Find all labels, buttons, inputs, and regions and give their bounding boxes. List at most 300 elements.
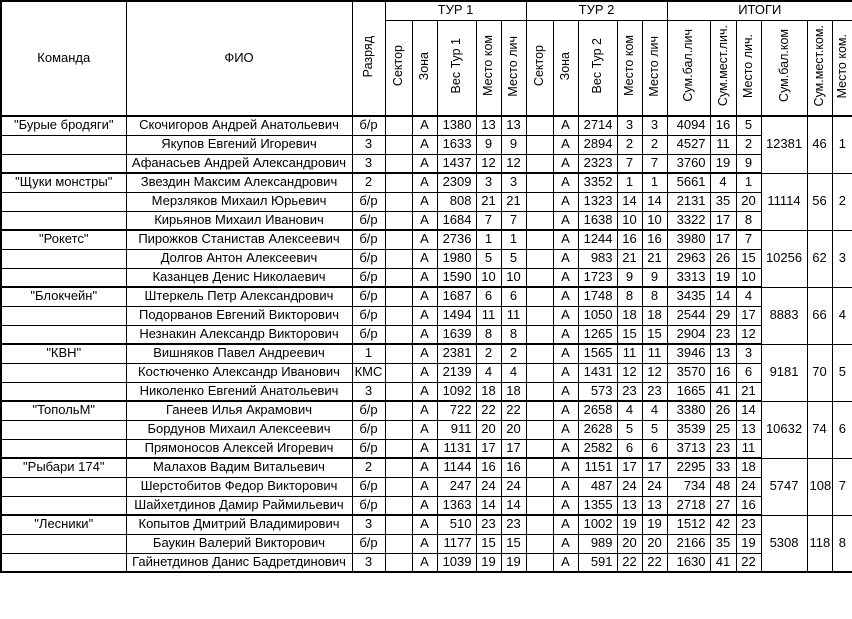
cell-fio: Штеркель Петр Александрович: [126, 287, 352, 306]
cell-t2-zone: А: [553, 192, 578, 211]
cell-team-sum-points: 12381: [761, 116, 807, 173]
cell-rank: б/р: [352, 496, 385, 515]
cell-sum-points-ind: 4094: [667, 116, 710, 135]
cell-t2-zone: А: [553, 268, 578, 287]
cell-t2-zone: А: [553, 458, 578, 477]
cell-team-name: [1, 477, 126, 496]
cell-t2-zone: А: [553, 344, 578, 363]
cell-t2-place-ind: 11: [642, 344, 667, 363]
cell-t1-zone: А: [412, 496, 437, 515]
cell-t1-place-ind: 17: [501, 439, 526, 458]
header-t1-place-team: Место ком: [476, 20, 501, 116]
cell-t2-place-ind: 21: [642, 249, 667, 268]
cell-sum-points-ind: 2904: [667, 325, 710, 344]
cell-rank: 3: [352, 154, 385, 173]
cell-t2-place-team: 2: [617, 135, 642, 154]
cell-t1-weight: 2139: [437, 363, 476, 382]
cell-t2-zone: А: [553, 420, 578, 439]
cell-t2-sector: [526, 230, 553, 249]
cell-t2-zone: А: [553, 211, 578, 230]
cell-rank: б/р: [352, 192, 385, 211]
table-row: [1, 496, 852, 515]
cell-rank: б/р: [352, 230, 385, 249]
cell-rank: КМС: [352, 363, 385, 382]
cell-team-sum-places: 56: [807, 173, 832, 230]
cell-team-name: "КВН": [1, 344, 126, 363]
cell-fio: Мерзляков Михаил Юрьевич: [126, 192, 352, 211]
cell-t2-weight: 573: [578, 382, 617, 401]
cell-t1-place-ind: 1: [501, 230, 526, 249]
cell-t1-place-team: 12: [476, 154, 501, 173]
cell-t1-place-ind: 23: [501, 515, 526, 534]
cell-t1-sector: [385, 192, 412, 211]
cell-place-ind: 9: [736, 154, 761, 173]
cell-team-name: "Лесники": [1, 515, 126, 534]
cell-t2-weight: 1355: [578, 496, 617, 515]
cell-t1-place-team: 16: [476, 458, 501, 477]
cell-fio: Николенко Евгений Анатольевич: [126, 382, 352, 401]
table-row: [1, 458, 852, 477]
cell-team-sum-points: 11114: [761, 173, 807, 230]
cell-place-ind: 8: [736, 211, 761, 230]
cell-team-name: [1, 439, 126, 458]
cell-t2-place-team: 3: [617, 116, 642, 135]
cell-t1-zone: А: [412, 154, 437, 173]
cell-t1-place-team: 22: [476, 401, 501, 420]
cell-t2-sector: [526, 458, 553, 477]
cell-t2-sector: [526, 154, 553, 173]
cell-t1-place-ind: 19: [501, 553, 526, 572]
cell-t1-weight: 2381: [437, 344, 476, 363]
cell-sum-places-ind: 48: [710, 477, 736, 496]
cell-t2-place-ind: 1: [642, 173, 667, 192]
cell-place-ind: 18: [736, 458, 761, 477]
cell-sum-places-ind: 27: [710, 496, 736, 515]
cell-sum-places-ind: 26: [710, 249, 736, 268]
cell-t1-place-team: 8: [476, 325, 501, 344]
header-sum-places-ind: Сум.мест.лич.: [710, 20, 736, 116]
cell-t2-zone: А: [553, 477, 578, 496]
cell-sum-points-ind: 3980: [667, 230, 710, 249]
cell-t2-zone: А: [553, 154, 578, 173]
header-group-tour1: ТУР 1: [385, 1, 526, 20]
cell-t2-place-ind: 12: [642, 363, 667, 382]
table-row: [1, 268, 852, 287]
cell-t2-place-team: 13: [617, 496, 642, 515]
cell-place-ind: 16: [736, 496, 761, 515]
cell-rank: 1: [352, 344, 385, 363]
cell-t1-sector: [385, 477, 412, 496]
cell-t2-sector: [526, 306, 553, 325]
cell-t1-place-ind: 24: [501, 477, 526, 496]
cell-team-name: [1, 325, 126, 344]
cell-sum-places-ind: 17: [710, 230, 736, 249]
cell-sum-points-ind: 3435: [667, 287, 710, 306]
cell-t2-place-ind: 20: [642, 534, 667, 553]
cell-t2-zone: А: [553, 401, 578, 420]
cell-fio: Долгов Антон Алексеевич: [126, 249, 352, 268]
cell-sum-points-ind: 1512: [667, 515, 710, 534]
table-row: [1, 363, 852, 382]
cell-rank: 2: [352, 458, 385, 477]
cell-sum-points-ind: 2295: [667, 458, 710, 477]
cell-fio: Звездин Максим Александрович: [126, 173, 352, 192]
cell-sum-places-ind: 23: [710, 325, 736, 344]
cell-rank: 3: [352, 135, 385, 154]
cell-t2-weight: 591: [578, 553, 617, 572]
cell-sum-points-ind: 2166: [667, 534, 710, 553]
cell-team-place: 1: [832, 116, 852, 173]
cell-t1-place-team: 5: [476, 249, 501, 268]
cell-t2-weight: 1431: [578, 363, 617, 382]
cell-rank: б/р: [352, 325, 385, 344]
cell-t1-place-team: 21: [476, 192, 501, 211]
cell-fio: Гайнетдинов Данис Бадретдинович: [126, 553, 352, 572]
cell-t1-place-team: 24: [476, 477, 501, 496]
cell-t1-sector: [385, 230, 412, 249]
cell-sum-points-ind: 2718: [667, 496, 710, 515]
cell-t2-zone: А: [553, 325, 578, 344]
cell-t2-place-team: 23: [617, 382, 642, 401]
cell-rank: б/р: [352, 287, 385, 306]
cell-t1-weight: 911: [437, 420, 476, 439]
header-t2-place-team: Место ком: [617, 20, 642, 116]
cell-t2-sector: [526, 325, 553, 344]
cell-rank: б/р: [352, 116, 385, 135]
cell-t2-place-team: 7: [617, 154, 642, 173]
cell-t2-place-team: 15: [617, 325, 642, 344]
table-row: [1, 420, 852, 439]
cell-t2-place-team: 19: [617, 515, 642, 534]
cell-t2-zone: А: [553, 534, 578, 553]
cell-t1-place-ind: 2: [501, 344, 526, 363]
cell-t1-zone: А: [412, 420, 437, 439]
table-row: [1, 230, 852, 249]
results-table-body: [1, 116, 852, 572]
cell-rank: 3: [352, 515, 385, 534]
cell-sum-points-ind: 1630: [667, 553, 710, 572]
cell-t1-sector: [385, 325, 412, 344]
header-t2-weight: Вес Тур 2: [578, 20, 617, 116]
cell-team-sum-points: 10256: [761, 230, 807, 287]
cell-t1-place-ind: 13: [501, 116, 526, 135]
header-group-row: [1, 1, 852, 20]
header-group-tour2: ТУР 2: [526, 1, 667, 20]
cell-sum-points-ind: 3570: [667, 363, 710, 382]
cell-t1-weight: 1380: [437, 116, 476, 135]
cell-t1-zone: А: [412, 192, 437, 211]
table-row: [1, 116, 852, 135]
cell-place-ind: 2: [736, 135, 761, 154]
cell-t1-place-team: 14: [476, 496, 501, 515]
cell-sum-places-ind: 41: [710, 382, 736, 401]
table-row: [1, 306, 852, 325]
cell-t1-weight: 510: [437, 515, 476, 534]
cell-sum-points-ind: 3946: [667, 344, 710, 363]
header-sum-points-ind: Сум.бал.лич: [667, 20, 710, 116]
cell-fio: Бордунов Михаил Алексеевич: [126, 420, 352, 439]
cell-t1-place-team: 1: [476, 230, 501, 249]
cell-t1-zone: А: [412, 344, 437, 363]
cell-place-ind: 13: [736, 420, 761, 439]
cell-rank: б/р: [352, 420, 385, 439]
header-place-ind: Место лич.: [736, 20, 761, 116]
cell-t2-place-team: 4: [617, 401, 642, 420]
cell-t2-weight: 989: [578, 534, 617, 553]
cell-t1-zone: А: [412, 363, 437, 382]
cell-sum-places-ind: 19: [710, 154, 736, 173]
cell-t1-sector: [385, 135, 412, 154]
cell-t2-place-ind: 3: [642, 116, 667, 135]
cell-t2-place-ind: 16: [642, 230, 667, 249]
cell-fio: Якупов Евгений Игоревич: [126, 135, 352, 154]
cell-t2-sector: [526, 401, 553, 420]
cell-t1-sector: [385, 401, 412, 420]
cell-t2-place-ind: 14: [642, 192, 667, 211]
cell-t1-zone: А: [412, 325, 437, 344]
cell-place-ind: 20: [736, 192, 761, 211]
cell-t1-sector: [385, 363, 412, 382]
cell-team-name: "Бурые бродяги": [1, 116, 126, 135]
cell-t1-zone: А: [412, 439, 437, 458]
cell-t2-zone: А: [553, 382, 578, 401]
cell-t2-place-ind: 23: [642, 382, 667, 401]
cell-place-ind: 19: [736, 534, 761, 553]
header-team: Команда: [1, 1, 126, 116]
cell-t1-place-ind: 16: [501, 458, 526, 477]
cell-sum-points-ind: 3760: [667, 154, 710, 173]
cell-t1-zone: А: [412, 173, 437, 192]
cell-t1-place-team: 7: [476, 211, 501, 230]
cell-place-ind: 10: [736, 268, 761, 287]
cell-place-ind: 23: [736, 515, 761, 534]
cell-t2-place-ind: 10: [642, 211, 667, 230]
cell-t2-sector: [526, 173, 553, 192]
cell-t2-place-ind: 13: [642, 496, 667, 515]
cell-team-place: 7: [832, 458, 852, 515]
cell-t1-place-ind: 18: [501, 382, 526, 401]
cell-sum-points-ind: 4527: [667, 135, 710, 154]
cell-team-name: [1, 363, 126, 382]
cell-t2-zone: А: [553, 287, 578, 306]
cell-t2-place-team: 9: [617, 268, 642, 287]
cell-t1-zone: А: [412, 211, 437, 230]
cell-t1-sector: [385, 382, 412, 401]
header-fio: ФИО: [126, 1, 352, 116]
cell-t2-place-ind: 7: [642, 154, 667, 173]
cell-t2-sector: [526, 496, 553, 515]
table-row: [1, 249, 852, 268]
cell-sum-places-ind: 13: [710, 344, 736, 363]
table-row: [1, 534, 852, 553]
cell-t1-sector: [385, 306, 412, 325]
cell-sum-places-ind: 14: [710, 287, 736, 306]
cell-t2-sector: [526, 363, 553, 382]
cell-t2-place-ind: 8: [642, 287, 667, 306]
cell-team-name: [1, 382, 126, 401]
cell-t2-place-ind: 19: [642, 515, 667, 534]
cell-team-sum-places: 70: [807, 344, 832, 401]
cell-team-place: 2: [832, 173, 852, 230]
cell-t2-weight: 2628: [578, 420, 617, 439]
cell-t1-weight: 1437: [437, 154, 476, 173]
cell-t2-weight: 1244: [578, 230, 617, 249]
cell-t1-sector: [385, 458, 412, 477]
cell-t2-sector: [526, 515, 553, 534]
cell-t2-place-ind: 15: [642, 325, 667, 344]
cell-place-ind: 14: [736, 401, 761, 420]
cell-place-ind: 24: [736, 477, 761, 496]
cell-t1-zone: А: [412, 249, 437, 268]
cell-team-place: 4: [832, 287, 852, 344]
cell-fio: Незнакин Александр Викторович: [126, 325, 352, 344]
table-row: [1, 211, 852, 230]
cell-t1-place-ind: 9: [501, 135, 526, 154]
cell-t1-zone: А: [412, 382, 437, 401]
cell-sum-places-ind: 33: [710, 458, 736, 477]
cell-t1-place-team: 13: [476, 116, 501, 135]
cell-t2-sector: [526, 553, 553, 572]
cell-place-ind: 4: [736, 287, 761, 306]
cell-t1-place-ind: 12: [501, 154, 526, 173]
cell-fio: Ганеев Илья Акрамович: [126, 401, 352, 420]
cell-t2-weight: 1323: [578, 192, 617, 211]
table-header: [1, 1, 852, 116]
cell-t2-place-team: 20: [617, 534, 642, 553]
cell-t1-place-team: 20: [476, 420, 501, 439]
cell-t1-place-ind: 5: [501, 249, 526, 268]
cell-t1-place-team: 18: [476, 382, 501, 401]
cell-t1-place-ind: 20: [501, 420, 526, 439]
cell-t1-weight: 1684: [437, 211, 476, 230]
cell-t2-sector: [526, 344, 553, 363]
cell-t1-place-team: 11: [476, 306, 501, 325]
cell-t1-zone: А: [412, 553, 437, 572]
cell-sum-points-ind: 5661: [667, 173, 710, 192]
cell-team-sum-points: 5308: [761, 515, 807, 572]
cell-t1-place-ind: 22: [501, 401, 526, 420]
cell-fio: Костюченко Александр Иванович: [126, 363, 352, 382]
cell-t2-place-team: 6: [617, 439, 642, 458]
cell-t2-place-team: 12: [617, 363, 642, 382]
cell-place-ind: 3: [736, 344, 761, 363]
cell-t1-place-ind: 8: [501, 325, 526, 344]
cell-t1-sector: [385, 268, 412, 287]
cell-t2-zone: А: [553, 515, 578, 534]
header-group-totals: ИТОГИ: [667, 1, 852, 20]
cell-t2-weight: 3352: [578, 173, 617, 192]
cell-team-name: [1, 135, 126, 154]
header-t2-place-ind: Место лич: [642, 20, 667, 116]
cell-t2-sector: [526, 192, 553, 211]
cell-t1-place-ind: 6: [501, 287, 526, 306]
table-row: [1, 439, 852, 458]
cell-t2-weight: 1748: [578, 287, 617, 306]
cell-sum-places-ind: 23: [710, 439, 736, 458]
header-place-team: Место ком.: [832, 20, 852, 116]
cell-rank: б/р: [352, 534, 385, 553]
cell-t1-place-team: 19: [476, 553, 501, 572]
cell-t1-place-team: 23: [476, 515, 501, 534]
cell-team-sum-places: 62: [807, 230, 832, 287]
cell-t1-zone: А: [412, 287, 437, 306]
cell-t2-sector: [526, 116, 553, 135]
cell-t1-sector: [385, 344, 412, 363]
cell-team-place: 3: [832, 230, 852, 287]
cell-place-ind: 17: [736, 306, 761, 325]
cell-t2-place-team: 21: [617, 249, 642, 268]
cell-t1-weight: 1639: [437, 325, 476, 344]
cell-team-name: [1, 534, 126, 553]
header-t1-weight: Вес Тур 1: [437, 20, 476, 116]
cell-t1-zone: А: [412, 458, 437, 477]
cell-t2-place-ind: 4: [642, 401, 667, 420]
cell-sum-places-ind: 35: [710, 192, 736, 211]
cell-t2-sector: [526, 382, 553, 401]
table-row: [1, 192, 852, 211]
cell-t1-place-team: 10: [476, 268, 501, 287]
header-t1-sector: Сектор: [385, 20, 412, 116]
table-row: [1, 401, 852, 420]
header-t1-place-ind: Место лич: [501, 20, 526, 116]
cell-t1-weight: 1039: [437, 553, 476, 572]
cell-t2-sector: [526, 439, 553, 458]
cell-fio: Афанасьев Андрей Александрович: [126, 154, 352, 173]
cell-t2-place-team: 1: [617, 173, 642, 192]
table-row: [1, 135, 852, 154]
cell-team-name: "Блокчейн": [1, 287, 126, 306]
table-row: [1, 344, 852, 363]
cell-sum-places-ind: 11: [710, 135, 736, 154]
cell-team-sum-points: 10632: [761, 401, 807, 458]
cell-t2-zone: А: [553, 363, 578, 382]
cell-sum-places-ind: 16: [710, 363, 736, 382]
cell-t1-place-ind: 4: [501, 363, 526, 382]
cell-t2-weight: 1565: [578, 344, 617, 363]
cell-sum-places-ind: 4: [710, 173, 736, 192]
cell-team-name: [1, 268, 126, 287]
cell-fio: Скочигоров Андрей Анатольевич: [126, 116, 352, 135]
cell-t1-weight: 1131: [437, 439, 476, 458]
cell-t1-place-ind: 14: [501, 496, 526, 515]
cell-t1-sector: [385, 553, 412, 572]
cell-t1-weight: 1144: [437, 458, 476, 477]
cell-t1-place-ind: 7: [501, 211, 526, 230]
cell-team-sum-points: 9181: [761, 344, 807, 401]
cell-t2-sector: [526, 534, 553, 553]
cell-rank: б/р: [352, 249, 385, 268]
cell-t2-zone: А: [553, 553, 578, 572]
cell-t2-zone: А: [553, 439, 578, 458]
header-rank-label: Разряд: [361, 35, 376, 78]
cell-t1-zone: А: [412, 534, 437, 553]
cell-t2-place-team: 8: [617, 287, 642, 306]
cell-t1-sector: [385, 211, 412, 230]
cell-t1-sector: [385, 439, 412, 458]
cell-t1-zone: А: [412, 477, 437, 496]
cell-sum-points-ind: 2963: [667, 249, 710, 268]
cell-fio: Шерстобитов Федор Викторович: [126, 477, 352, 496]
cell-t2-sector: [526, 477, 553, 496]
cell-t2-place-team: 14: [617, 192, 642, 211]
cell-t1-sector: [385, 287, 412, 306]
cell-t1-weight: 1687: [437, 287, 476, 306]
cell-t2-place-ind: 24: [642, 477, 667, 496]
cell-t2-place-ind: 2: [642, 135, 667, 154]
table-row: [1, 382, 852, 401]
cell-rank: б/р: [352, 401, 385, 420]
table-row: [1, 515, 852, 534]
